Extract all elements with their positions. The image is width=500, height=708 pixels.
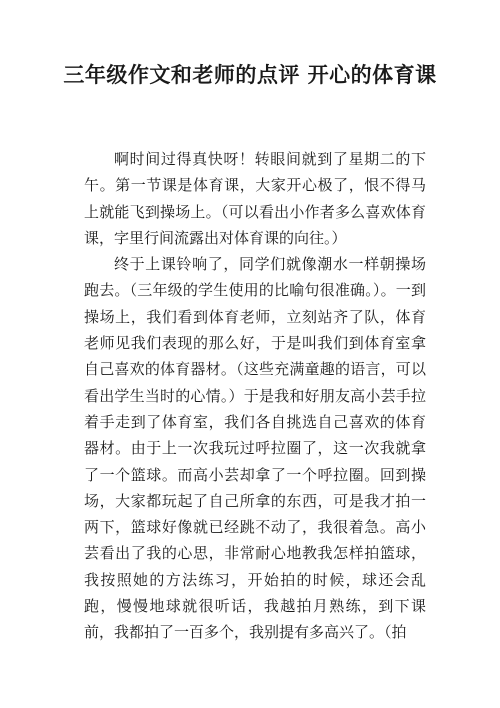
document-title: 三年级作文和老师的点评 开心的体育课: [63, 63, 437, 87]
document-body: [84, 146, 426, 646]
paragraph: 终于上课铃响了，同学们就像潮水一样朝操场跑去。（三年级的学生使用的比喻句很准确。）。一到操场上，我们看到体育老师，立刻站齐了队，体育老师见我们表现的那么好，于是叫我们到体育室拿自己喜欢的体育器材。（这些充满童趣的语言，可以看出学生当时的心情。）于是我和好朋友高小芸手拉着手走到了体育室，我们各自挑选自己喜欢的体育器材。由于上一次我玩过呼拉圈了，这一次我就拿了一个篮球。而高小芸却拿了一个呼拉圈。回到操场，大家都玩起了自己所拿的东西，可是我才拍一两下，篮球好像就已经跳不动了，我很着急。高小芸看出了我的心思，非常耐心地教我怎样拍篮球，我按照她的方法练习，开始拍的时候，球还会乱跑，慢慢地球就很听话，我越拍月熟练，到下课前，我都拍了一百多个，我别提有多高兴了。（拍: [84, 255, 426, 642]
paragraph: 啊时间过得真快呀！转眼间就到了星期二的下午。第一节课是体育课，大家开心极了，恨不得马上就能飞到操场上。（可以看出小作者多么喜欢体育课，字里行间流露出对体育课的向往。）: [84, 150, 426, 247]
